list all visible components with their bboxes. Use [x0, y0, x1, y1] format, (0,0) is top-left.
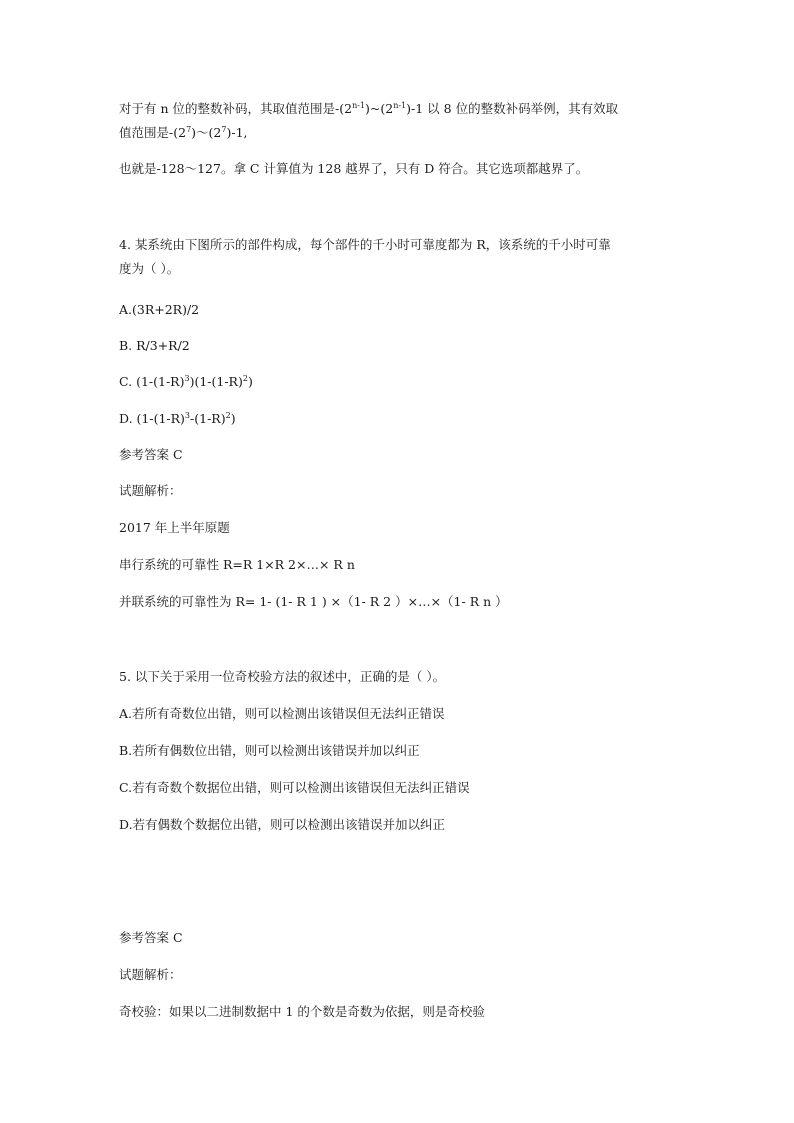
q5-analysis-label: 试题解析：	[119, 967, 182, 982]
q4-source: 2017 年上半年原题	[119, 520, 230, 535]
q5-option-c: C.若有奇数个数据位出错，则可以检测出该错误但无法纠正错误	[119, 780, 470, 795]
q4-option-a: A.(3R+2R)/2	[119, 302, 200, 317]
q4-option-b: B. R/3+R/2	[119, 338, 190, 353]
q4-analysis-label: 试题解析：	[119, 483, 182, 498]
intro-line-2: 值范围是$-(2^7)\sim(2^7)-1$,	[119, 124, 248, 140]
q5-option-d: D.若有偶数个数据位出错，则可以检测出该错误并加以纠正	[119, 817, 446, 832]
q5-analysis: 奇校验：如果以二进制数据中 1 的个数是奇数为依据，则是奇校验	[119, 1004, 485, 1019]
q4-option-d: D. $(1-(1-R)^3-(1-R)^2)$	[119, 410, 236, 426]
intro-line-3: 也就是-128～127。拿 C 计算值为 128 越界了，只有 D 符合。其它选项都越界了。	[119, 161, 589, 176]
q5-option-b: B.若所有偶数位出错，则可以检测出该错误并加以纠正	[119, 743, 420, 758]
q5-stem: 5. 以下关于采用一位奇校验方法的叙述中，正确的是（ ）。	[119, 669, 446, 684]
q5-option-a: A.若所有奇数位出错，则可以检测出该错误但无法纠正错误	[119, 706, 445, 721]
q4-stem-line-2: 度为（ ）。	[119, 261, 180, 276]
q5-answer: 参考答案 C	[119, 930, 183, 945]
q4-series-formula: 串行系统的可靠性 R=R 1×R 2×…× R n	[119, 557, 355, 572]
q4-answer: 参考答案 C	[119, 447, 183, 462]
q4-parallel-formula: 并联系统的可靠性为 R= 1- (1- R 1 ) ×（1- R 2 ）×…×（1- R n ）	[119, 594, 508, 609]
q4-option-c: C. $(1-(1-R)^3)(1-(1-R)^2)$	[119, 373, 253, 389]
q4-stem-line-1: 4. 某系统由下图所示的部件构成，每个部件的千小时可靠度都为 R，该系统的千小时可靠	[119, 237, 611, 252]
intro-line-1: 对于有 n 位的整数补码，其取值范围是-(2$^{n-1}$)~(2$^{n-1}$)-1 以 8 位的整数补码举例，其有效取	[119, 100, 619, 116]
